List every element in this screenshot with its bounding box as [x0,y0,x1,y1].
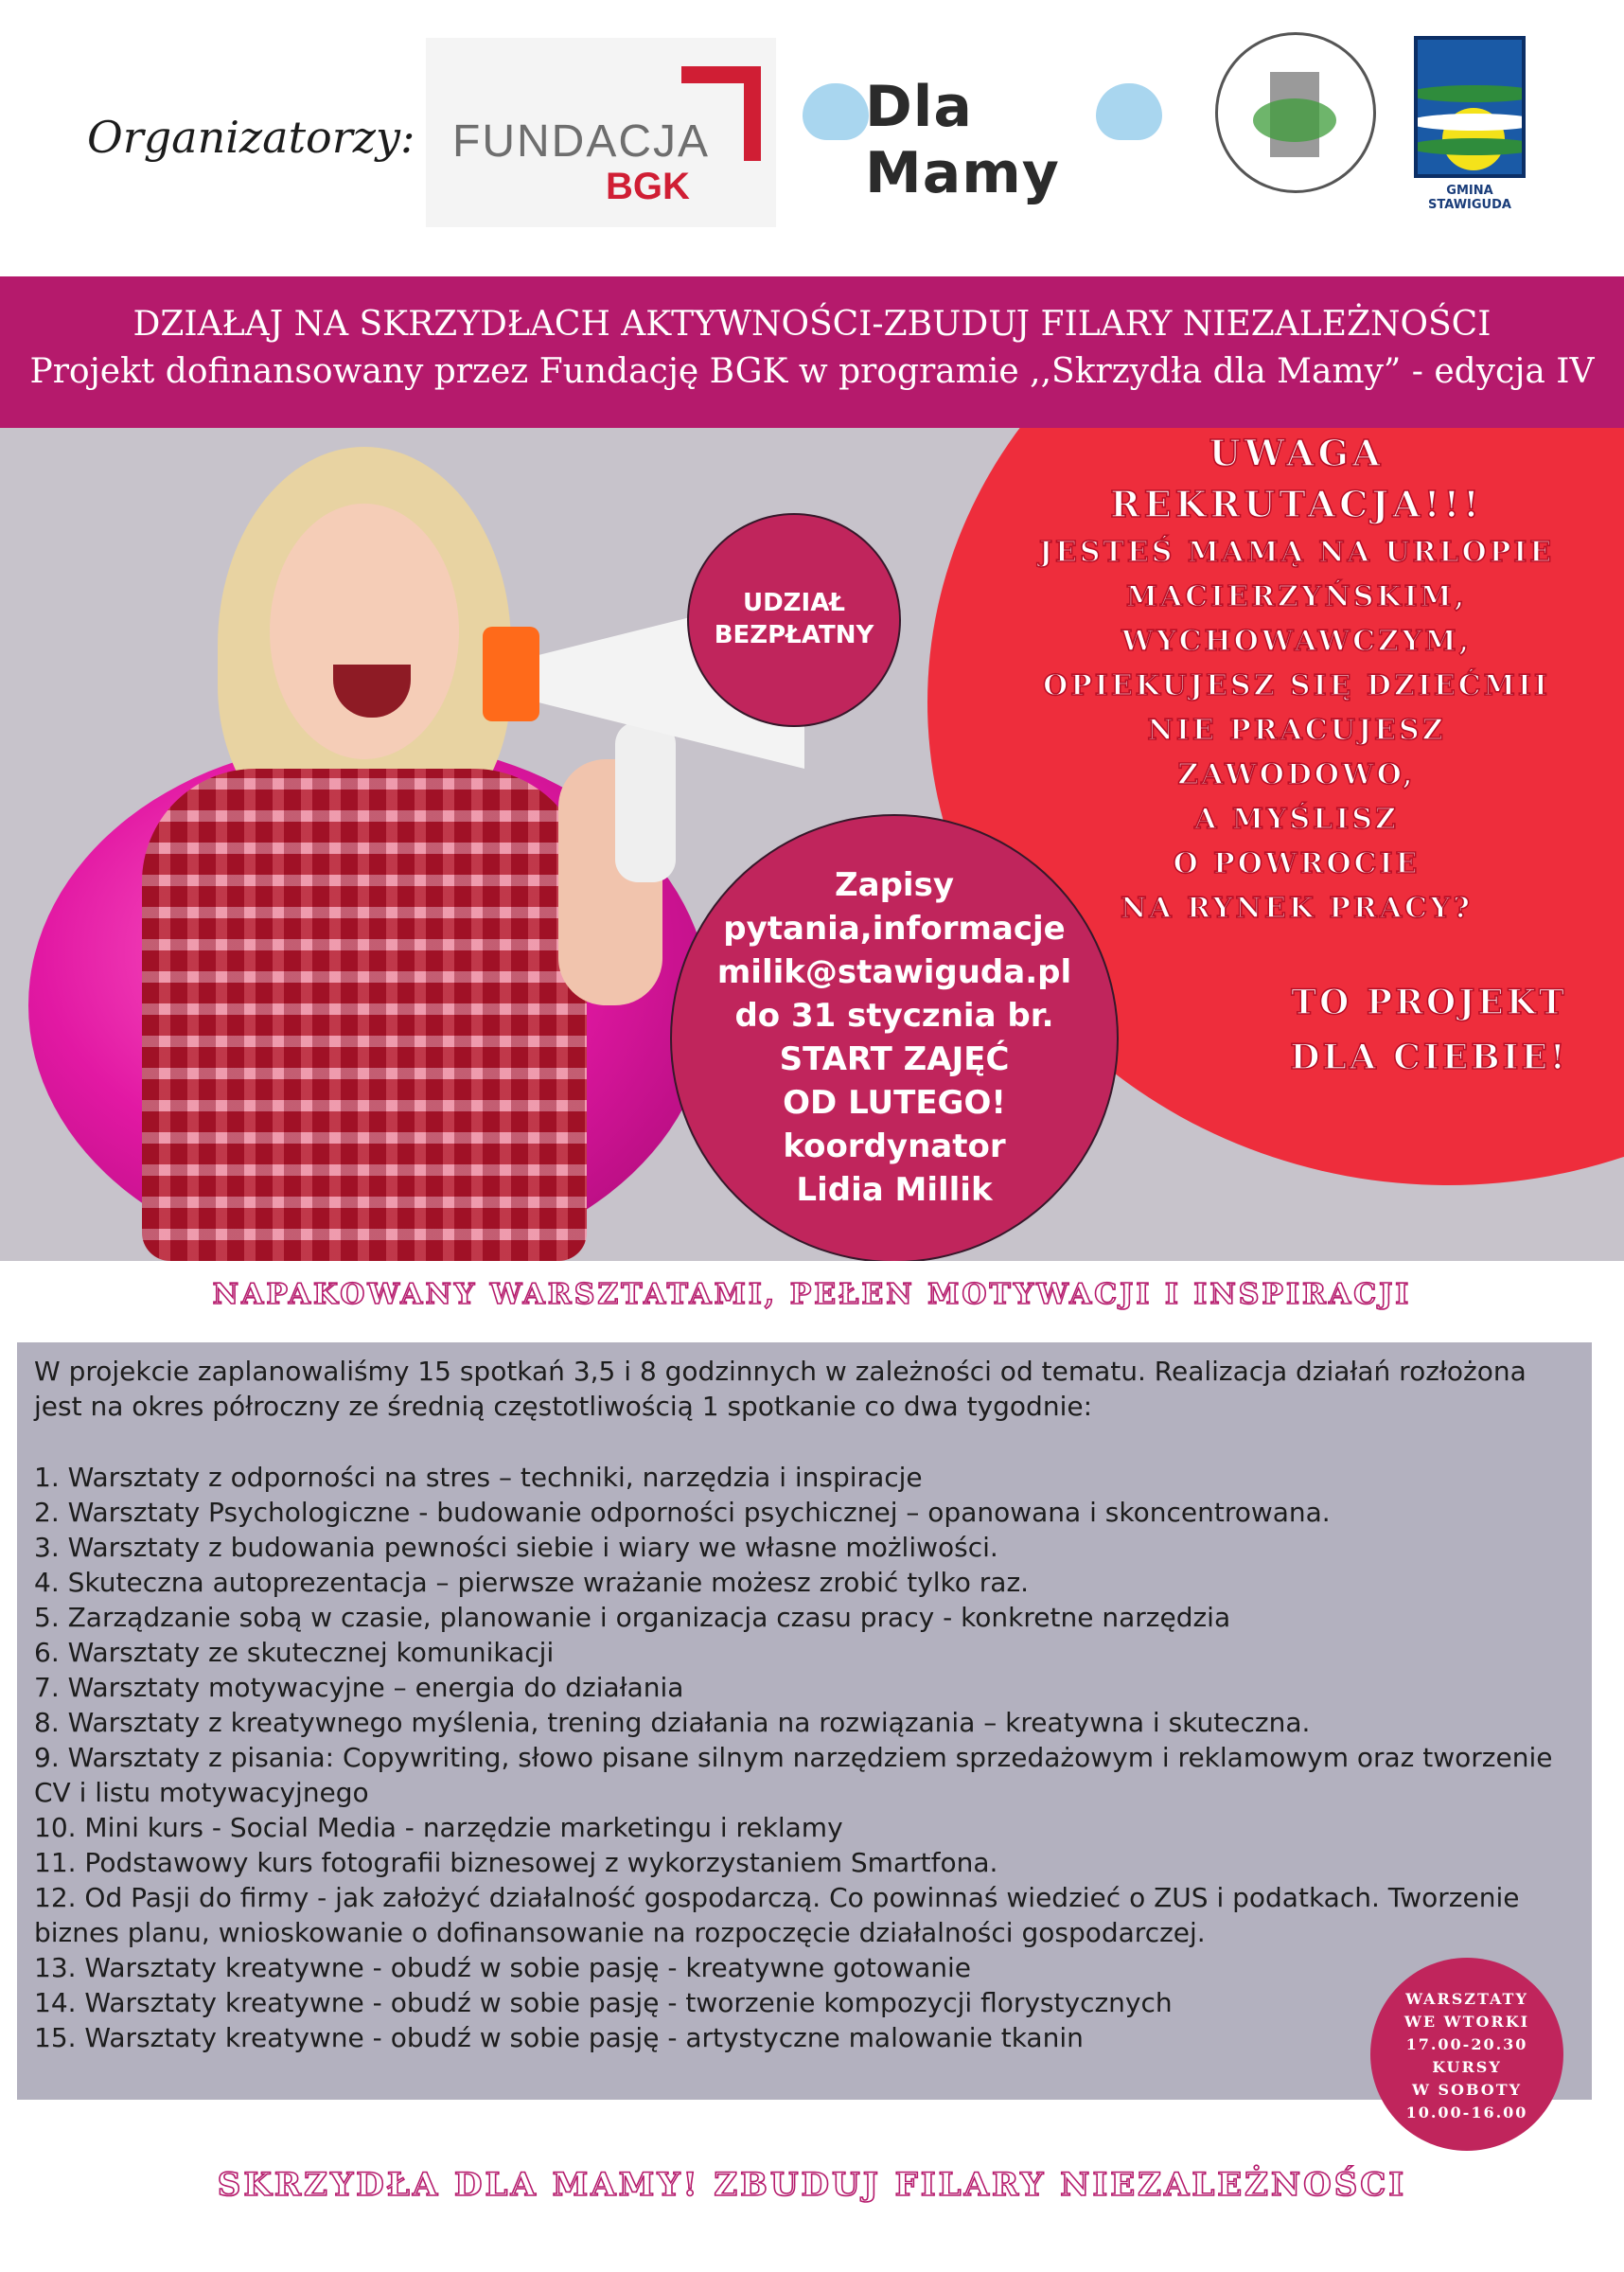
project-title: DZIAŁAJ NA SKRZYDŁACH AKTYWNOŚCI-ZBUDUJ FILARY NIEZALEŻNOŚCI [132,305,1492,344]
organizers-label: Organizatorzy: [87,112,415,163]
callout-line: DLA CIEBIE! [1290,1038,1568,1077]
megaphone-mouthpiece [483,627,539,721]
coat-of-arms-icon [1414,36,1526,178]
badge-line: UDZIAŁ [742,589,846,617]
badge-line: pytania,informacje [723,910,1066,948]
uwaga-heading: UWAGA [1209,432,1385,474]
callout-line: NA RYNEK PRACY? [1120,892,1473,925]
woman-face-shape [270,504,459,759]
callout-line: WYCHOWAWCZYM, [1121,625,1473,658]
badge-line: WE WTORKI [1403,2013,1530,2031]
badge-line: KURSY [1432,2058,1502,2076]
workshop-list-panel [17,1342,1592,2100]
badge-line: W SOBOTY [1411,2081,1523,2099]
coordinator-name: Lidia Millik [796,1171,993,1209]
list-item: 7. Warsztaty motywacyjne – energia do działania [34,1672,684,1703]
callout-line: JESTEŚ MAMĄ NA URLOPIE [1038,536,1555,569]
wave-shape [1414,114,1526,131]
callout-line: MACIERZYŃSKIM, [1125,580,1468,613]
registration-info-badge [672,816,1117,1261]
dla-mamy-logo-text: Dla Mamy [865,74,1060,206]
section-heading: NAPAKOWANY WARSZTATAMI, PEŁEN MOTYWACJI I INSPIRACJI [212,1278,1412,1311]
wave-shape [1414,138,1526,155]
left-wing-icon [803,83,869,140]
list-item: 3. Warsztaty z budowania pewności siebie i wiary we własne możliwości. [34,1532,998,1563]
list-item: 1. Warsztaty z odporności na stres – techniki, narzędzia i inspiracje [34,1462,923,1493]
list-item: 4. Skuteczna autoprezentacja – pierwsze wrażanie możesz zrobić tylko raz. [34,1567,1030,1598]
wave-shape [1414,85,1526,102]
fundacja-logo-text: FUNDACJA [452,116,711,167]
intro-paragraph: W projekcie zaplanowaliśmy 15 spotkań 3,5 i 8 godzinnych w zależności od tematu. Realizacja działań rozłożona jest na okres półroczny ze średnią częstotliwością 1 spotkanie co dwa tygodnie: [34,1356,1527,1422]
callout-line: A MYŚLISZ [1194,803,1399,836]
badge-line: Zapisy [835,866,954,904]
hero-section [0,428,1624,1261]
list-item: 5. Zarządzanie sobą w czasie, planowanie i organizacja czasu pracy - konkretne narzędzia [34,1602,1231,1633]
badge-line: 10.00-16.00 [1405,2103,1528,2121]
recruitment-heading: REKRUTACJA!!! [1110,483,1483,525]
megaphone-handle [615,721,676,882]
list-item: 2. Warsztaty Psychologiczne - budowanie odporności psychicznej – opanowana i skoncentrowana. [34,1497,1331,1528]
bgk-logo-text: BGK [606,166,690,207]
callout-line: NIE PRACUJESZ [1147,714,1446,747]
contact-email: milik@stawiguda.pl [716,953,1072,991]
gmina-stawiguda-logo [1414,36,1526,212]
gok-stawiguda-logo [1215,32,1376,193]
fundacja-bgk-logo [426,38,776,227]
project-for-you-callout [1230,975,1624,1085]
list-item: 11. Podstawowy kurs fotografii biznesowej z wykorzystaniem Smartfona. [34,1847,998,1878]
list-item: 6. Warsztaty ze skutecznej komunikacji [34,1637,555,1668]
callout-line: O POWROCIE [1173,847,1421,880]
list-item: 10. Mini kurs - Social Media - narzędzie marketingu i reklamy [34,1812,843,1843]
callout-line: OPIEKUJESZ SIĘ DZIEĆMII [1043,669,1550,702]
footer-slogan: SKRZYDŁA DLA MAMY! ZBUDUJ FILARY NIEZALEŻNOŚCI [217,2166,1407,2204]
badge-line: BEZPŁATNY [714,621,874,649]
header-organizers [0,0,1624,275]
recruitment-callout [984,428,1609,931]
badge-line: 17.00-20.30 [1405,2035,1528,2053]
ivy-icon [1253,98,1336,142]
workshop-list [34,1460,1567,2055]
callout-line: ZAWODOWO, [1177,758,1416,791]
badge-line: START ZAJĘĆ [779,1040,1010,1078]
list-item: 12. Od Pasji do firmy - jak założyć działalność gospodarczą. Co powinnaś wiedzieć o ZUS i podatkach. Tworzenie biznes planu, wnioskowanie o dofinansowanie na rozpoczęcie działalności gospodarczej. [34,1882,1520,1948]
project-subtitle: Projekt dofinansowany przez Fundację BGK w programie ,,Skrzydła dla Mamy” - edycja IV [29,352,1595,391]
callout-line: TO PROJEKT [1291,983,1567,1022]
title-band [0,276,1624,428]
badge-line: koordynator [783,1127,1006,1165]
badge-line: OD LUTEGO! [783,1084,1006,1122]
list-item: 15. Warsztaty kreatywne - obudź w sobie pasję - artystyczne malowanie tkanin [34,2022,1084,2053]
list-item: 14. Warsztaty kreatywne - obudź w sobie pasję - tworzenie kompozycji florystycznych [34,1987,1173,2018]
badge-line: do 31 stycznia br. [734,997,1054,1035]
list-item: 13. Warsztaty kreatywne - obudź w sobie pasję - kreatywne gotowanie [34,1952,971,1983]
free-participation-badge [689,515,899,725]
dla-mamy-logo [803,47,1162,206]
badge-line: WARSZTATY [1405,1990,1528,2008]
plaid-shirt-pattern [142,769,587,1261]
schedule-badge [1370,1958,1563,2151]
list-item: 8. Warsztaty z kreatywnego myślenia, trening działania na rozwiązania – kreatywna i skuteczna. [34,1707,1311,1738]
list-item: 9. Warsztaty z pisania: Copywriting, słowo pisane silnym narzędziem sprzedażowym i reklamowym oraz tworzenie CV i listu motywacyjnego [34,1742,1553,1808]
gmina-label: GMINA STAWIGUDA [1428,184,1511,212]
